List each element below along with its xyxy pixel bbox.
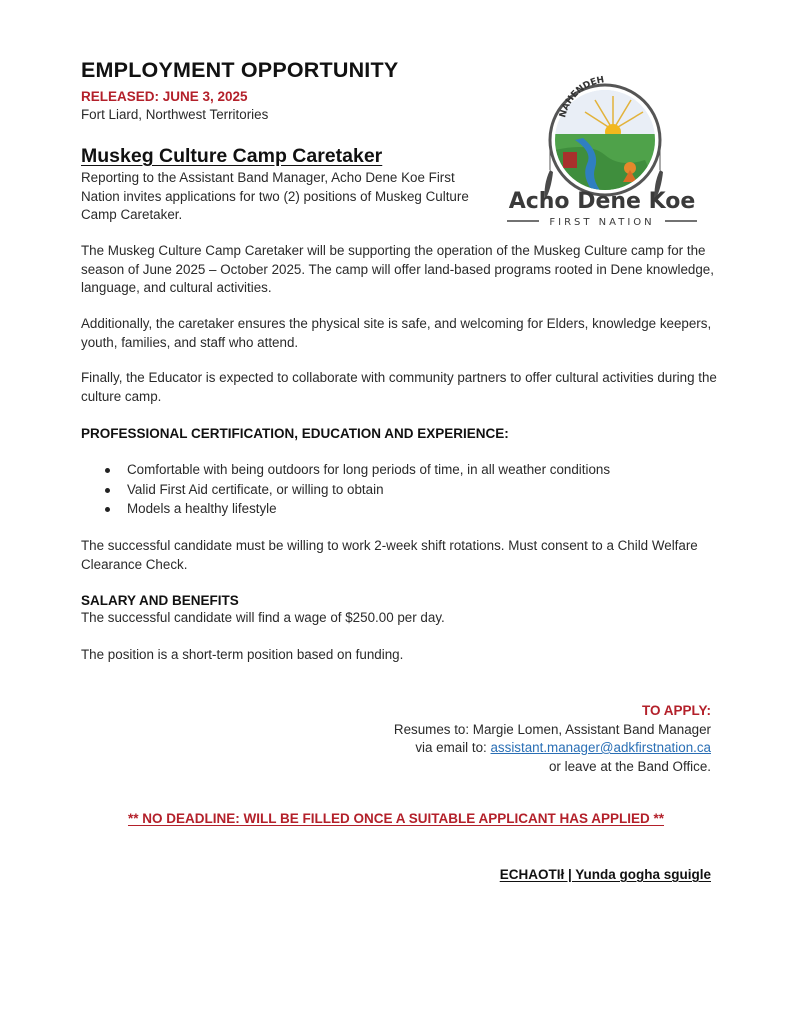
apply-office-line: or leave at the Band Office. <box>548 758 711 774</box>
apply-email-line: via email to: assistant.manager@adkfirstnation.ca <box>415 740 711 755</box>
apply-heading: TO APPLY: <box>641 703 711 718</box>
bullet-icon <box>105 488 110 493</box>
page-title: EMPLOYMENT OPPORTUNITY <box>81 58 399 82</box>
logo-emblem <box>495 60 715 240</box>
logo-name: Acho Dene Koe <box>508 189 696 214</box>
logo-arc-text: NAHENDEH <box>558 75 606 119</box>
apply-resumes-line: Resumes to: Margie Lomen, Assistant Band Manager <box>393 721 711 737</box>
acho-dene-koe-logo <box>495 60 715 240</box>
salary-text: The successful candidate will find a wage of $250.00 per day. <box>81 610 445 625</box>
job-title: Muskeg Culture Camp Caretaker <box>81 145 383 167</box>
list-item: Comfortable with being outdoors for long periods of time, in all weather conditions <box>81 461 610 481</box>
apply-block <box>394 702 711 776</box>
requirements-list <box>81 461 610 520</box>
position-term: The position is a short-term position based on funding. <box>81 647 404 662</box>
intro-paragraph: Reporting to the Assistant Band Manager, Acho Dene Koe First Nation invites applications for two (2) positions of Muskeg Culture Camp Caretaker. <box>81 170 469 222</box>
salary-heading: SALARY AND BENEFITS <box>81 593 239 608</box>
signoff: ECHAOTIł | Yunda gogha sguigle <box>499 867 711 882</box>
deadline-notice: ** NO DEADLINE: WILL BE FILLED ONCE A SUITABLE APPLICANT HAS APPLIED ** <box>127 811 665 826</box>
camp-description: The Muskeg Culture Camp Caretaker will be supporting the operation of the Muskeg Culture camp for the season of June 2025 – October 2025. The camp will offer land-based programs rooted in Dene knowledge, language, and cultural activities. <box>81 243 714 295</box>
email-link[interactable]: assistant.manager@adkfirstnation.ca <box>490 740 711 755</box>
requirements-heading: PROFESSIONAL CERTIFICATION, EDUCATION AND EXPERIENCE: <box>81 426 509 441</box>
release-date: RELEASED: JUNE 3, 2025 <box>81 89 248 104</box>
bullet-icon <box>105 468 110 473</box>
collaboration-paragraph: Finally, the Educator is expected to collaborate with community partners to offer cultural activities during the culture camp. <box>81 370 717 404</box>
logo-subtitle: FIRST NATION <box>549 217 655 228</box>
caretaker-duties: Additionally, the caretaker ensures the physical site is safe, and welcoming for Elders, knowledge keepers, youth, families, and staff who attend. <box>81 316 712 350</box>
bullet-icon <box>105 507 110 512</box>
location: Fort Liard, Northwest Territories <box>81 107 269 122</box>
list-item: Models a healthy lifestyle <box>81 500 610 520</box>
shift-requirement: The successful candidate must be willing to work 2-week shift rotations. Must consent to a Child Welfare Clearance Check. <box>81 538 698 572</box>
list-item: Valid First Aid certificate, or willing to obtain <box>81 481 610 501</box>
